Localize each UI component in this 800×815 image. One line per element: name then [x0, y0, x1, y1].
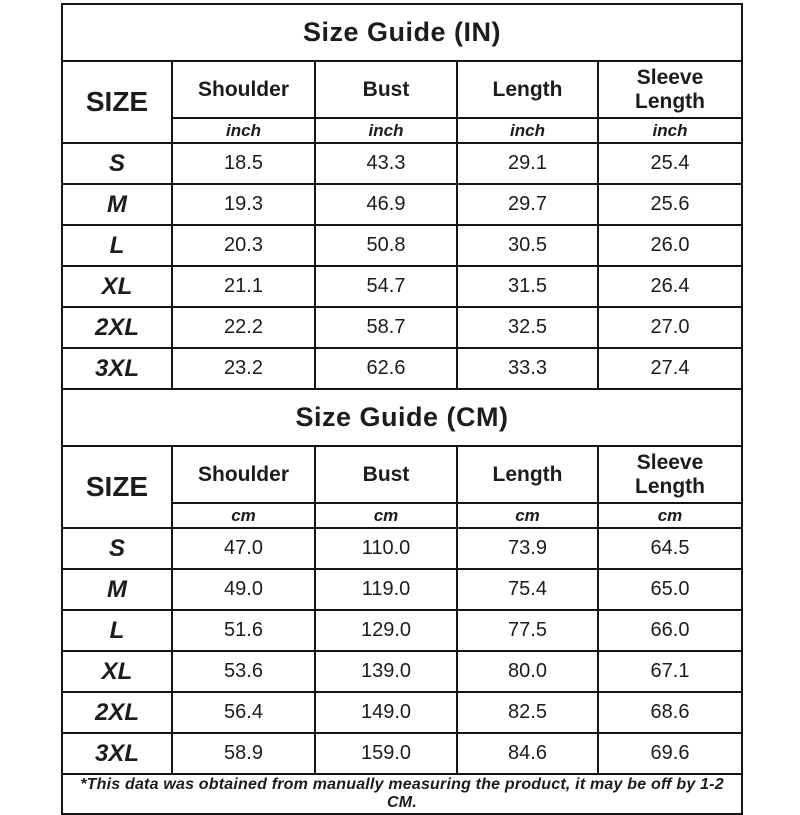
table-title-in: Size Guide (IN)	[62, 4, 742, 61]
table-row	[62, 307, 742, 348]
value-cell: 27.0	[598, 307, 742, 348]
value-cell: 31.5	[457, 266, 598, 307]
value-cell: 84.6	[457, 733, 598, 774]
value-cell: 20.3	[172, 225, 315, 266]
value-cell: 54.7	[315, 266, 457, 307]
value-cell: 29.1	[457, 143, 598, 184]
value-cell: 64.5	[598, 528, 742, 569]
header-row-in	[62, 61, 742, 118]
column-header-sleeve-length: Sleeve Length	[598, 61, 742, 118]
size-label: M	[62, 184, 172, 225]
table-row	[62, 184, 742, 225]
value-cell: 50.8	[315, 225, 457, 266]
value-cell: 56.4	[172, 692, 315, 733]
column-header-bust: Bust	[315, 61, 457, 118]
value-cell: 33.3	[457, 348, 598, 389]
column-header-sleeve-length: Sleeve Length	[598, 446, 742, 503]
size-label: XL	[62, 266, 172, 307]
value-cell: 23.2	[172, 348, 315, 389]
value-cell: 77.5	[457, 610, 598, 651]
value-cell: 159.0	[315, 733, 457, 774]
value-cell: 25.4	[598, 143, 742, 184]
value-cell: 58.9	[172, 733, 315, 774]
column-header-bust: Bust	[315, 446, 457, 503]
value-cell: 19.3	[172, 184, 315, 225]
size-label: 3XL	[62, 733, 172, 774]
value-cell: 51.6	[172, 610, 315, 651]
size-label: L	[62, 225, 172, 266]
size-label: 3XL	[62, 348, 172, 389]
value-cell: 25.6	[598, 184, 742, 225]
table-row	[62, 528, 742, 569]
table-row	[62, 143, 742, 184]
value-cell: 58.7	[315, 307, 457, 348]
value-cell: 22.2	[172, 307, 315, 348]
value-cell: 26.0	[598, 225, 742, 266]
value-cell: 66.0	[598, 610, 742, 651]
value-cell: 18.5	[172, 143, 315, 184]
value-cell: 26.4	[598, 266, 742, 307]
unit-cell: cm	[315, 503, 457, 528]
size-label: XL	[62, 651, 172, 692]
value-cell: 149.0	[315, 692, 457, 733]
column-header-length: Length	[457, 61, 598, 118]
unit-cell: inch	[598, 118, 742, 143]
value-cell: 68.6	[598, 692, 742, 733]
table-row	[62, 569, 742, 610]
value-cell: 27.4	[598, 348, 742, 389]
table-title-row-in	[62, 4, 742, 61]
table-row	[62, 733, 742, 774]
value-cell: 49.0	[172, 569, 315, 610]
value-cell: 30.5	[457, 225, 598, 266]
value-cell: 67.1	[598, 651, 742, 692]
size-column-header: SIZE	[62, 446, 172, 528]
value-cell: 21.1	[172, 266, 315, 307]
value-cell: 80.0	[457, 651, 598, 692]
size-label: L	[62, 610, 172, 651]
unit-cell: cm	[172, 503, 315, 528]
table-row	[62, 225, 742, 266]
size-label: S	[62, 528, 172, 569]
size-column-header: SIZE	[62, 61, 172, 143]
table-title-row-cm	[62, 389, 742, 446]
size-label: M	[62, 569, 172, 610]
value-cell: 73.9	[457, 528, 598, 569]
unit-cell: inch	[172, 118, 315, 143]
column-header-shoulder: Shoulder	[172, 446, 315, 503]
value-cell: 32.5	[457, 307, 598, 348]
value-cell: 110.0	[315, 528, 457, 569]
value-cell: 129.0	[315, 610, 457, 651]
value-cell: 53.6	[172, 651, 315, 692]
value-cell: 29.7	[457, 184, 598, 225]
size-label: 2XL	[62, 307, 172, 348]
value-cell: 75.4	[457, 569, 598, 610]
table-row	[62, 651, 742, 692]
table-row	[62, 610, 742, 651]
footer-note: *This data was obtained from manually measuring the product, it may be off by 1-2 CM.	[62, 774, 742, 814]
value-cell: 69.6	[598, 733, 742, 774]
table-row	[62, 692, 742, 733]
unit-cell: inch	[315, 118, 457, 143]
value-cell: 43.3	[315, 143, 457, 184]
value-cell: 47.0	[172, 528, 315, 569]
value-cell: 139.0	[315, 651, 457, 692]
column-header-shoulder: Shoulder	[172, 61, 315, 118]
table-row	[62, 266, 742, 307]
unit-cell: inch	[457, 118, 598, 143]
header-row-cm	[62, 446, 742, 503]
value-cell: 62.6	[315, 348, 457, 389]
size-label: 2XL	[62, 692, 172, 733]
size-guide-table	[61, 3, 743, 815]
table-row	[62, 348, 742, 389]
table-title-cm: Size Guide (CM)	[62, 389, 742, 446]
value-cell: 65.0	[598, 569, 742, 610]
size-label: S	[62, 143, 172, 184]
footer-row	[62, 774, 742, 814]
value-cell: 46.9	[315, 184, 457, 225]
value-cell: 119.0	[315, 569, 457, 610]
unit-cell: cm	[457, 503, 598, 528]
column-header-length: Length	[457, 446, 598, 503]
value-cell: 82.5	[457, 692, 598, 733]
unit-cell: cm	[598, 503, 742, 528]
